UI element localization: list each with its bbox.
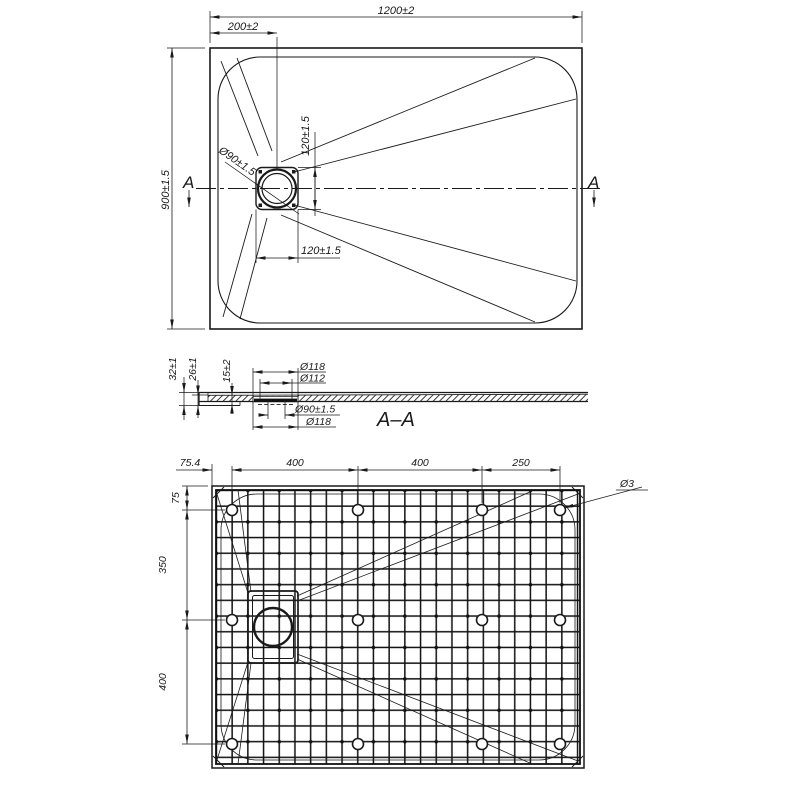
dim-section-body-height-label: 26±1	[187, 357, 199, 381]
section-marker-right-label: A	[588, 173, 600, 192]
dim-bottom-span1-label: 400	[286, 457, 304, 469]
dim-bottom-edge-foot-label: 75.4	[179, 457, 201, 469]
foot	[227, 505, 238, 516]
dim-plan-drain-diameter-label: Ø90±1.5	[216, 144, 258, 179]
dim-bottom-top-margin-label: 75	[170, 492, 182, 504]
dim-bottom-left-chain	[157, 486, 225, 744]
dim-section-flange-bottom-label: Ø118	[306, 416, 331, 428]
dim-plan-drain-square-h-label: 120±1.5	[301, 245, 341, 257]
foot	[227, 739, 238, 750]
bottom-rib-grid	[216, 490, 580, 764]
dim-plan-width-label: 1200±2	[377, 5, 415, 17]
dim-bottom-row2-label: 400	[157, 673, 169, 691]
section-marker-left	[182, 173, 194, 207]
dim-section-heights	[167, 357, 233, 420]
dim-plan-drain-square-h	[256, 210, 342, 264]
dim-plan-height-label: 900±1.5	[160, 170, 172, 210]
dim-bottom-span2-label: 400	[411, 457, 429, 469]
dim-plan-drain-offset-label: 200±2	[227, 21, 259, 33]
dim-section-recess-label: Ø112	[300, 372, 325, 385]
section-marker-left-label: A	[183, 173, 195, 192]
foot	[353, 739, 364, 750]
foot	[555, 505, 566, 516]
foot	[353, 615, 364, 626]
dim-section-flange-top-label: Ø118	[300, 361, 325, 373]
plan-inner-floor-edge	[218, 57, 577, 323]
bottom-view	[157, 457, 648, 768]
dim-plan-width	[210, 5, 582, 43]
dim-plan-drain-square-v-label: 120±1.5	[300, 116, 312, 156]
section-marker-right	[587, 173, 599, 207]
plan-view	[160, 5, 601, 329]
section-title: A–A	[377, 409, 415, 431]
foot	[555, 739, 566, 750]
plan-fold-lines	[221, 58, 576, 322]
foot	[555, 615, 566, 626]
foot	[227, 615, 238, 626]
dim-section-drain-hole-label: Ø90±1.5	[295, 403, 336, 416]
foot	[477, 739, 488, 750]
foot	[477, 505, 488, 516]
foot	[353, 505, 364, 516]
foot	[477, 615, 488, 626]
section-view	[167, 357, 588, 431]
dim-bottom-row1-label: 350	[157, 556, 169, 574]
dim-section-floor-thickness-label: 15±2	[221, 359, 233, 383]
dim-section-rim-height-label: 32±1	[167, 357, 179, 381]
dim-bottom-foot-diameter-label: Ø3	[620, 478, 635, 490]
plan-drain	[225, 162, 299, 214]
dim-bottom-span3-label: 250	[512, 457, 530, 469]
